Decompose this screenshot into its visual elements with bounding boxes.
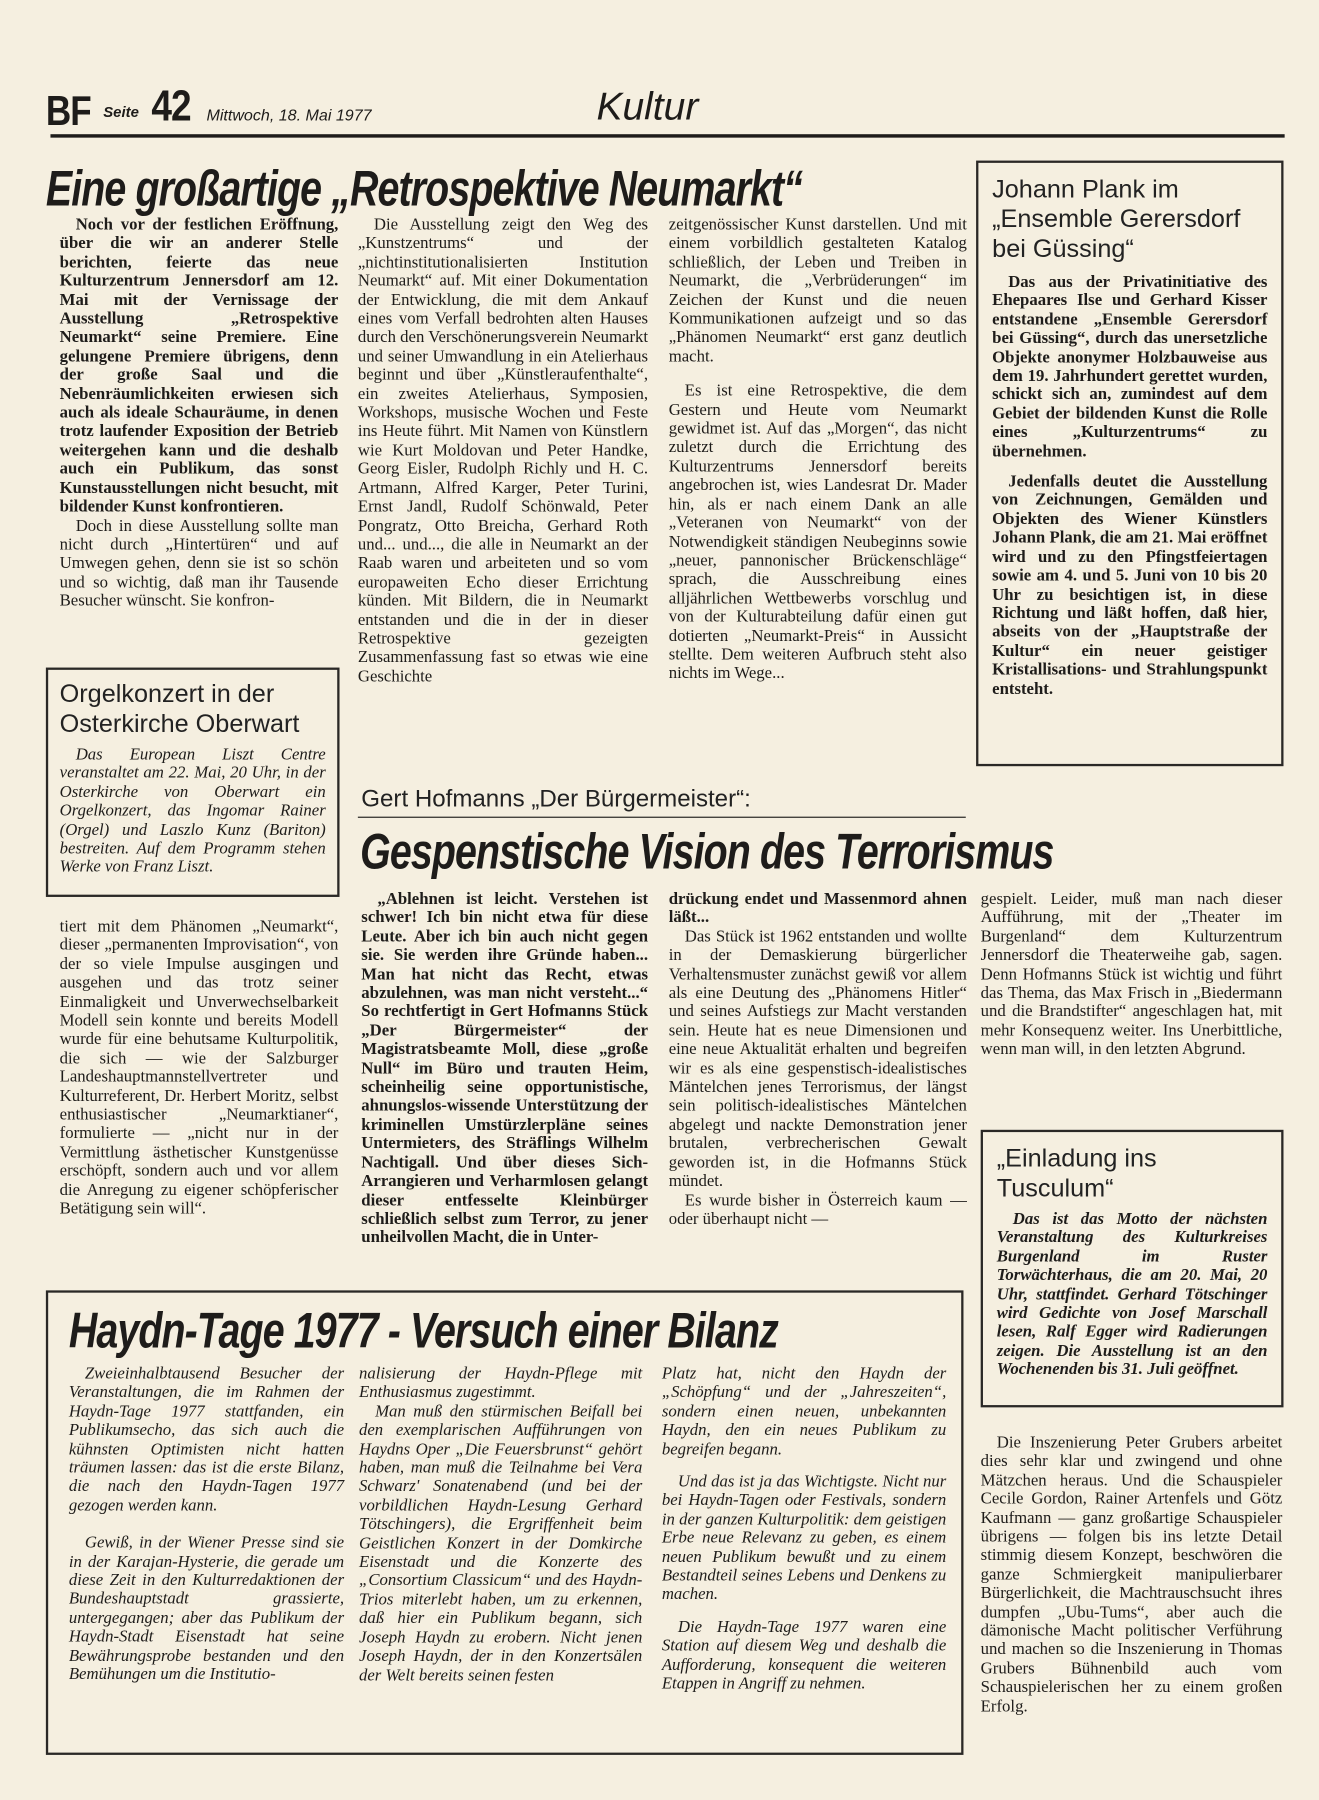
box-title: „Einladung ins Tusculum“ (996, 1143, 1157, 1203)
info-box-einladung (981, 1130, 1284, 1408)
masthead (46, 83, 1285, 140)
article-headline: Eine großartige „Retrospektive Neumarkt“ (45, 160, 802, 217)
paragraph: Und das ist ja das Wichtigste. Nicht nur bei Haydn-Tagen oder Festivals, sondern in der ganzen Kulturpolitik: dem geistigen Erbe neue Relevanz zu geben, es einem neuen Publikum bewußt und zu einem Bestandteil seines Lebens und Denkens zu machen. (661, 1472, 947, 1605)
masthead-rule (50, 134, 1284, 137)
article-column (60, 216, 339, 611)
paragraph: Es ist eine Retrospektive, die dem Gestern und Heute vom Neumarkt gewidmet ist. Auf das „Morgen“, das nicht zuletzt durch die Errichtung des Kulturzentrums Jennersdorf bereits angebrochen ist, wies Landesrat Dr. Mader hin, als er nach einem Dank an alle „Veteranen von Neumarkt“ von der Notwendigkeit ständigen Neubeginns sowie „neuer, pannonischer Brückenschläge“ sprach, die Ausschreibung eines alljährlichen Wettbewerbs vorschlug und von der Kulturabteilung dafür einen gut dotierten „Neumarkt-Preis“ in Aussicht stellte. Dem weiteren Aufbruch steht also nichts im Wege... (668, 382, 967, 683)
info-box-orgelkonzert (46, 668, 340, 897)
paragraph: Zweieinhalbtausend Besucher der Veranstaltungen, die im Rahmen der Haydn-Tage 1977 stattfanden, ein Publikumsecho, das sich auch die kühnsten Optimisten nicht hatten träumen lassen: das ist die erste Bilanz, die nach den Haydn-Tagen 1977 gezogen werden kann. (68, 1364, 345, 1516)
paragraph: Das aus der Privatinitiative des Ehepaares Ilse und Gerhard Kisser entstandene „Ensemble Gerersdorf bei Güssing“, durch das unersetzliche Objekte anonymer Holzbauweise aus dem 19. Jahrhundert gerettet wurden, schickt sich an, zumindest auf dem Gebiet der bildenden Kunst die Rolle eines „Kulturzentrums“ zu übernehmen. (992, 272, 1268, 461)
article-column (60, 918, 339, 1219)
article-column (981, 1434, 1283, 1716)
paragraph: Das European Liszt Centre veranstaltet am 22. Mai, 20 Uhr, in der Osterkirche von Oberwart ein Orgelkonzert, das Ingomar Rainer (Orgel) und Laszlo Kunz (Bariton) bestreiten. Auf dem Programm stehen Werke von Franz Liszt. (59, 745, 326, 877)
paragraph: gespielt. Leider, muß man nach dieser Aufführung, mit der „Theater im Burgenland“ dem Kulturzentrum Jennersdorf die Theaterweihe gab, sagen. Denn Hofmanns Stück ist wichtig und führt das Thema, das Max Frisch in „Biedermann und die Brandstifter“ angeschlagen hat, mit mehr Konsequenz weiter. Ins Unerbittliche, wenn man will, in den letzten Abgrund. (980, 890, 1283, 1059)
paragraph: Jedenfalls deutet die Ausstellung von Zeichnungen, Gemälden und Objekten des Wiener Künstlers Johann Plank, die am 21. Mai eröffnet wird und zu den Pfingstfeiertagen sowie am 4. und 5. Juni von 10 bis 20 Uhr zu besichtigen ist, in diese Richtung und läßt hoffen, daß hier, abseits von der „Hauptstraße der Kultur“ ein neuer geistiger Kristallisations- und Strahlungspunkt entsteht. (992, 472, 1268, 698)
logo: BF (45, 87, 91, 135)
box-title: Orgelkonzert in der Osterkirche Oberwart (59, 679, 300, 738)
article-column (361, 890, 648, 1248)
paragraph: Das Stück ist 1962 entstanden und wollte in der Demaskierung bürgerlicher Verhaltensmuster zunächst gewiß vor allem als eine Deutung des „Phänomens Hitler“ und seines Aufstiegs zur Macht verstanden sein. Heute hat es neue Dimensionen und eine neue Aktualität erhalten und begreifen wir es als eine gespenstisch-idealistisches Mäntelchen jenes Terrorismus, der längst sein politisch-idealistisches Mäntelchen abgelegt und nackte Demonstration jener brutalen, verbrecherischen Gewalt geworden ist, in die Hofmanns Stück mündet. (668, 927, 967, 1191)
box-text (992, 273, 1267, 698)
seite-label: Seite (103, 103, 139, 121)
article-kicker: Gert Hofmanns „Der Bürgermeister“: (361, 785, 751, 813)
article-headline: Haydn-Tage 1977 - Versuch einer Bilanz (68, 1302, 778, 1360)
paragraph: tiert mit dem Phänomen „Neumarkt“, dieser „permanenten Improvisation“, von der so viele Impulse ausgingen und ausgehen und das trotz seiner Einmaligkeit und Unverwechselbarkeit Modell sein konnte und bereits Modell wurde für eine behutsame Kulturpolitik, die sich — wie der Salzburger Landeshauptmannstellvertreter und Kulturreferent, Dr. Herbert Moritz, selbst enthusiastischer „Neumarktianer“, formulierte — „nicht nur in der Vermittlung ästhetischer Kunstgenüsse erschöpft, sondern auch und vor allem die Anregung zu eigener schöpferischer Betätigung sein will“. (59, 917, 339, 1219)
paragraph: Platz hat, nicht den Haydn der „Schöpfung“ und der „Jahreszeiten“, sondern einen neuen, unbekannten Haydn, den ein neues Publikum zu begreifen begann. (661, 1364, 947, 1459)
article-column (669, 890, 967, 1229)
page-number: 42 (151, 82, 191, 131)
paragraph: Doch in diese Ausstellung sollte man nicht durch „Hintertüren“ und auf Umwegen gehen, denn sie ist so schön und so wichtig, daß man ihr Tausende Besucher wünscht. Sie konfron- (59, 516, 339, 611)
paragraph: drückung endet und Massenmord ahnen läßt... (668, 890, 967, 928)
article-column (669, 216, 967, 684)
paragraph: Das ist das Motto der nächsten Veranstaltung des Kulturkreises Burgenland im Ruster Torwächterhaus, die am 20. Mai, 20 Uhr, stattfindet. Gerhard Tötschinger wird Gedichte von Josef Marschall lesen, Ralf Egger wird Radierungen zeigen. Die Ausstellung ist an den Wochenenden bis 31. Juli geöffnet. (996, 1210, 1268, 1379)
paragraph: Die Haydn-Tage 1977 waren eine Station auf diesem Weg und deshalb die Aufforderung, konsequent die weiteren Etappen in Angriff zu nehmen. (661, 1618, 947, 1694)
paragraph: Noch vor der festlichen Eröffnung, über die wir an anderer Stelle berichten, feierte das neue Kulturzentrum Jennersdorf am 12. Mai mit der Vernissage der Ausstellung „Retrospektive Neumarkt“ seine Premiere. Eine gelungene Premiere übrigens, denn der große Saal und die Nebenräumlichkeiten erwiesen sich auch als ideale Schauräume, in denen trotz laufender Exposition der Betrieb weitergehen kann und die deshalb auch ein Publikum, das sonst Kunstausstellungen nicht besucht, mit bildender Kunst konfrontieren. (59, 215, 339, 517)
paragraph: zeitgenössischer Kunst darstellen. Und mit einem vorbildlich gestalteten Katalog schließlich, der Leben und Treiben in Neumarkt, die „Verbrüderungen“ im Zeichen der Kunst und die neuen Kommunikationen aufzeigt und so das „Phänomen Neumarkt“ erst ganz deutlich macht. (668, 215, 967, 366)
info-box-plank (976, 161, 1283, 767)
paragraph: nalisierung der Haydn-Pflege mit Enthusiasmus zugestimmt. (359, 1364, 643, 1403)
box-text (997, 1210, 1268, 1379)
paragraph: Die Inszenierung Peter Grubers arbeitet dies sehr klar und zwingend und ohne Mätzchen heraus. Und die Schauspieler Cecile Gordon, Rainer Artenfels und Götz Kaufmann — ganz großartige Schauspieler übrigens — folgen bis ins letzte Detail stimmig diesem Konzept, beschwören die ganze Schmiergkeit manipulierbarer Bürgerlichkeit, die Machtrauschsucht ihres dumpfen „Ubu-Tums“, aber auch die dämonische Macht politischer Verführung und machen so die Inszenierung in Thomas Grubers Bühnenbild auch vom Schauspielerischen her zu einem großen Erfolg. (980, 1433, 1283, 1716)
issue-date: Mittwoch, 18. Mai 1977 (206, 105, 372, 124)
article-column (662, 1365, 946, 1694)
article-column (69, 1365, 344, 1684)
paragraph: Die Ausstellung zeigt den Weg des „Kunstzentrums“ und der „nichtinstitutionalisierten Institution Neumarkt“ auf. Mit einer Dokumentation der Entwicklung, die mit dem Ankauf eines vom Verfall bedrohten alten Hauses durch den Verschönerungsverein Neumarkt und seiner Umwandlung in ein Atelierhaus beginnt und über „Künstleraufenthalte“, ein zweites Atelierhaus, Symposien, Workshops, musische Wochen und Feste ins Heute führt. Mit Namen von Künstlern wie Kurt Moldovan und Peter Handke, Georg Eisler, Rudolph Richly und H. C. Artmann, Alfred Karger, Peter Turini, Ernst Jandl, Rudolf Schönwald, Peter Pongratz, Otto Breicha, Gerhard Roth und... und..., die alle in Neumarkt an der Raab waren und arbeiteten und so vom europaweiten Echo dieser Errichtung künden. Mit Bildern, die in Neumarkt entstanden und die in der in dieser Retrospektive gezeigten Zusammenfassung fast so etwas wie eine Geschichte (357, 215, 649, 686)
box-text (60, 746, 326, 878)
section-title: Kultur (596, 84, 699, 129)
paragraph: Es wurde bisher in Österreich kaum — oder überhaupt nicht — (668, 1191, 967, 1229)
article-column (358, 216, 648, 686)
article-column (359, 1365, 642, 1685)
paragraph: Gewiß, in der Wiener Presse sind sie in der Karajan-Hysterie, die gerade um diese Zeit in den Kulturredaktionen der Bundeshauptstadt grassierte, untergegangen; aber das Publikum der Haydn-Stadt Eisenstadt hat seine Bewährungsprobe bestanden und den Bemühungen um die Institutio- (68, 1533, 345, 1684)
article-headline: Gespenstische Vision des Terrorismus (360, 823, 1054, 880)
paragraph: Man muß den stürmischen Beifall bei den exemplarischen Aufführungen von Haydns Oper „Die Feuersbrunst“ gehört haben, man muß die Teilnahme bei Vera Schwarz' Sonatenabend (und bei der vorbildlichen Haydn-Lesung Gerhard Tötschingers), die Ergriffenheit beim Geistlichen Konzert in der Domkirche Eisenstadt und die Konzerte des „Consortium Classicum“ und des Haydn-Trios miterlebt haben, um zu erkennen, daß hier ein Publikum begann, sich Joseph Haydn zu erobern. Nicht jenen Joseph Haydn, der in den Konzertsälen der Welt bereits seinen festen (359, 1402, 643, 1685)
kicker-rule (358, 817, 966, 818)
paragraph: „Ablehnen ist leicht. Verstehen ist schwer! Ich bin nicht etwa für diese Leute. Aber ich bin auch nicht gegen sie. Sie werden ihre Gründe haben... Man hat nicht das Recht, etwas abzulehnen, was man nicht versteht...“ So rechtfertigt in Gert Hofmanns Stück „Der Bürgermeister“ der Magistratsbeamte Moll, diese „große Null“ im Büro und trauten Heim, scheinheilig seine opportunistische, ahnungslos-wissende Unterstützung der kriminellen Umstürzlerpläne seines Untermieters, des Sträflings Wilhelm Nachtigall. Und über dieses Sich-Arrangieren und Verharmlosen gelangt dieser entfesselte Kleinbürger schließlich selbst zum Terror, zu jener unheilvollen Macht, die in Unter- (361, 890, 649, 1248)
box-title: Johann Plank im „Ensemble Gerersdorf bei Güssing“ (992, 174, 1241, 263)
article-column (981, 890, 1283, 1059)
